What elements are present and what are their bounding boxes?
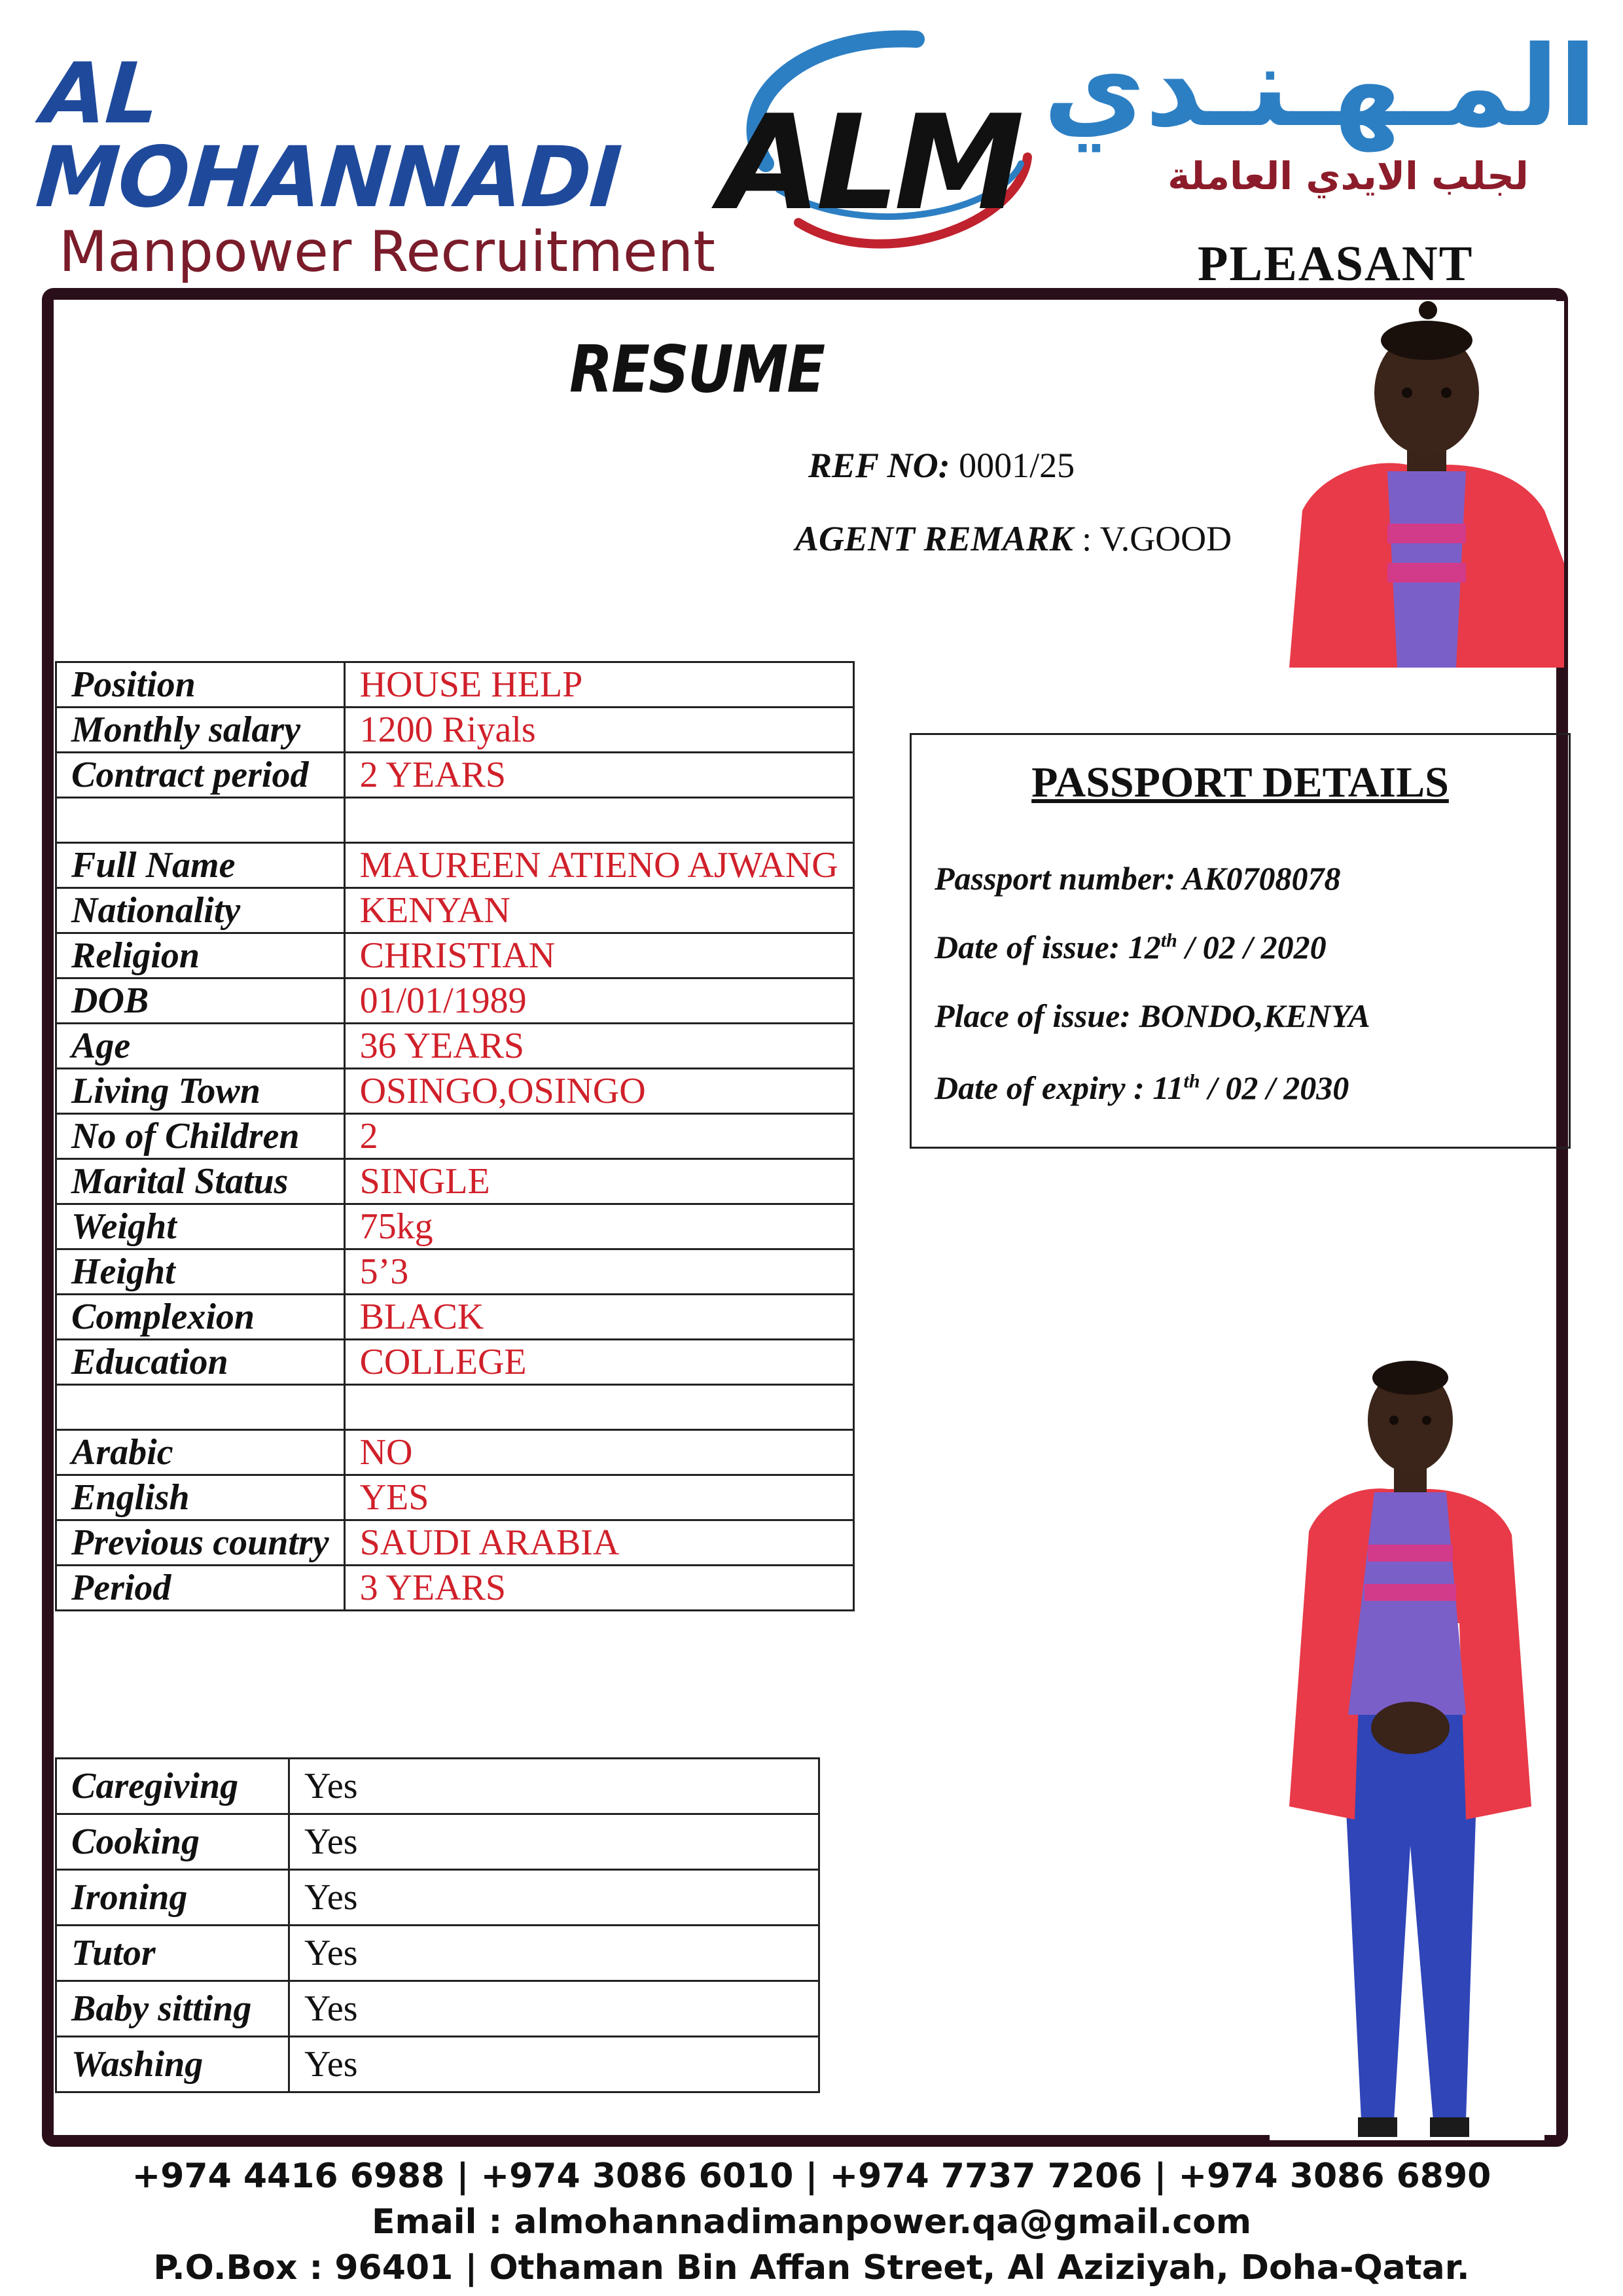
table-row xyxy=(56,1295,854,1340)
table-row xyxy=(56,888,854,933)
table-row xyxy=(56,1114,854,1159)
detail-value: 2 xyxy=(344,1114,853,1159)
skill-value: Yes xyxy=(289,1759,819,1814)
table-row xyxy=(56,1759,819,1814)
place-label: Place of issue: xyxy=(935,997,1131,1034)
detail-value xyxy=(344,798,853,843)
table-row xyxy=(56,1249,854,1295)
issue-day-suffix: th xyxy=(1160,929,1177,952)
passport-expiry-date xyxy=(935,1069,1349,1107)
detail-label: Living Town xyxy=(56,1069,345,1114)
table-row xyxy=(56,1340,854,1385)
skill-label: Washing xyxy=(56,2037,289,2092)
table-row xyxy=(56,1814,819,1870)
detail-value: 5’3 xyxy=(344,1249,853,1295)
detail-value: 2 YEARS xyxy=(344,753,853,798)
table-row xyxy=(56,708,854,753)
detail-value: COLLEGE xyxy=(344,1340,853,1385)
detail-value: 36 YEARS xyxy=(344,1024,853,1069)
skill-label: Cooking xyxy=(56,1814,289,1870)
portrait-photo xyxy=(1276,301,1564,668)
table-row xyxy=(56,1024,854,1069)
table-row xyxy=(56,1520,854,1566)
detail-value: NO xyxy=(344,1430,853,1475)
candidate-tag: PLEASANT xyxy=(1198,236,1474,291)
detail-label: Height xyxy=(56,1249,345,1295)
footer-address: P.O.Box : 96401 | Othaman Bin Affan Street, Al Aziziyah, Doha-Qatar. xyxy=(153,2248,1470,2287)
detail-value: SINGLE xyxy=(344,1159,853,1204)
detail-label: Complexion xyxy=(56,1295,345,1340)
passport-number xyxy=(935,859,1340,897)
table-row xyxy=(56,2037,819,2092)
company-tagline-arabic: لجلب الايدي العاملة xyxy=(1168,154,1529,198)
table-row-spacer xyxy=(56,798,854,843)
detail-value: BLACK xyxy=(344,1295,853,1340)
table-row xyxy=(56,843,854,888)
skill-value: Yes xyxy=(289,1981,819,2037)
detail-label: Marital Status xyxy=(56,1159,345,1204)
table-row xyxy=(56,1430,854,1475)
table-row xyxy=(56,978,854,1024)
detail-label: Full Name xyxy=(56,843,345,888)
detail-value: 3 YEARS xyxy=(344,1566,853,1611)
expiry-day-suffix: th xyxy=(1183,1070,1200,1092)
passport-place-of-issue xyxy=(935,997,1370,1035)
detail-label: Education xyxy=(56,1340,345,1385)
table-row xyxy=(56,662,854,708)
table-row xyxy=(56,753,854,798)
detail-value: 75kg xyxy=(344,1204,853,1249)
detail-value: 01/01/1989 xyxy=(344,978,853,1024)
detail-value: HOUSE HELP xyxy=(344,662,853,708)
table-row xyxy=(56,1069,854,1114)
table-row-spacer xyxy=(56,1385,854,1430)
ref-label: REF NO: xyxy=(808,446,950,485)
detail-value: CHRISTIAN xyxy=(344,933,853,978)
detail-label xyxy=(56,798,345,843)
table-row xyxy=(56,1204,854,1249)
table-row xyxy=(56,1159,854,1204)
detail-label: English xyxy=(56,1475,345,1520)
company-tagline: Manpower Recruitment xyxy=(59,219,716,285)
passport-issue-date xyxy=(935,928,1327,966)
ref-value: 0001/25 xyxy=(959,446,1075,485)
detail-value: OSINGO,OSINGO xyxy=(344,1069,853,1114)
detail-label: Age xyxy=(56,1024,345,1069)
logo-text: ALM xyxy=(720,87,1020,240)
full-body-photo xyxy=(1270,1348,1544,2140)
detail-value: SAUDI ARABIA xyxy=(344,1520,853,1566)
detail-label: DOB xyxy=(56,978,345,1024)
skill-label: Baby sitting xyxy=(56,1981,289,2037)
skill-value: Yes xyxy=(289,2037,819,2092)
company-logo-english xyxy=(33,45,720,285)
ref-number xyxy=(808,445,1075,486)
detail-label: Contract period xyxy=(56,753,345,798)
skill-label: Caregiving xyxy=(56,1759,289,1814)
footer-phones: +974 4416 6988 | +974 3086 6010 | +974 7737 7206 | +974 3086 6890 xyxy=(132,2157,1491,2196)
detail-label: No of Children xyxy=(56,1114,345,1159)
detail-label: Nationality xyxy=(56,888,345,933)
skill-value: Yes xyxy=(289,1870,819,1926)
detail-value xyxy=(344,1385,853,1430)
skill-value: Yes xyxy=(289,1926,819,1981)
company-name: AL MOHANNADI xyxy=(33,45,624,226)
details-table xyxy=(55,661,855,1611)
resume-title: RESUME xyxy=(569,332,825,408)
issue-day: 12 xyxy=(1128,929,1161,965)
remark-label: AGENT REMARK xyxy=(795,519,1073,558)
detail-label: Position xyxy=(56,662,345,708)
skills-table-body xyxy=(56,1759,819,2092)
detail-label: Previous country xyxy=(56,1520,345,1566)
remark-value: : V.GOOD xyxy=(1082,519,1232,558)
detail-value: 1200 Riyals xyxy=(344,708,853,753)
detail-value: MAUREEN ATIENO AJWANG xyxy=(344,843,853,888)
table-row xyxy=(56,1926,819,1981)
detail-value: KENYAN xyxy=(344,888,853,933)
detail-label: Monthly salary xyxy=(56,708,345,753)
detail-label: Weight xyxy=(56,1204,345,1249)
table-row xyxy=(56,1870,819,1926)
footer-email: Email : almohannadimanpower.qa@gmail.com xyxy=(371,2202,1252,2242)
detail-value: YES xyxy=(344,1475,853,1520)
detail-label xyxy=(56,1385,345,1430)
issue-date-label: Date of issue: xyxy=(935,929,1120,965)
table-row xyxy=(56,1475,854,1520)
company-name-arabic: المـهـنـدي xyxy=(1043,22,1597,152)
table-row xyxy=(56,933,854,978)
passport-number-value: AK0708078 xyxy=(1182,860,1341,897)
expiry-date-label: Date of expiry : xyxy=(935,1069,1145,1106)
passport-title: PASSPORT DETAILS xyxy=(1031,759,1449,806)
passport-number-label: Passport number: xyxy=(935,860,1176,897)
skills-table xyxy=(55,1757,820,2093)
table-row xyxy=(56,1566,854,1611)
passport-details-box xyxy=(910,733,1571,1149)
skill-value: Yes xyxy=(289,1814,819,1870)
place-value: BONDO,KENYA xyxy=(1139,997,1370,1034)
expiry-date-rest: / 02 / 2030 xyxy=(1208,1069,1349,1106)
skill-label: Ironing xyxy=(56,1870,289,1926)
expiry-day: 11 xyxy=(1152,1069,1184,1106)
issue-date-rest: / 02 / 2020 xyxy=(1185,929,1327,965)
table-row xyxy=(56,1981,819,2037)
details-table-body xyxy=(56,662,854,1611)
detail-label: Arabic xyxy=(56,1430,345,1475)
alm-logo-mark xyxy=(720,26,1060,249)
skill-label: Tutor xyxy=(56,1926,289,1981)
agent-remark xyxy=(795,518,1232,559)
detail-label: Religion xyxy=(56,933,345,978)
detail-label: Period xyxy=(56,1566,345,1611)
